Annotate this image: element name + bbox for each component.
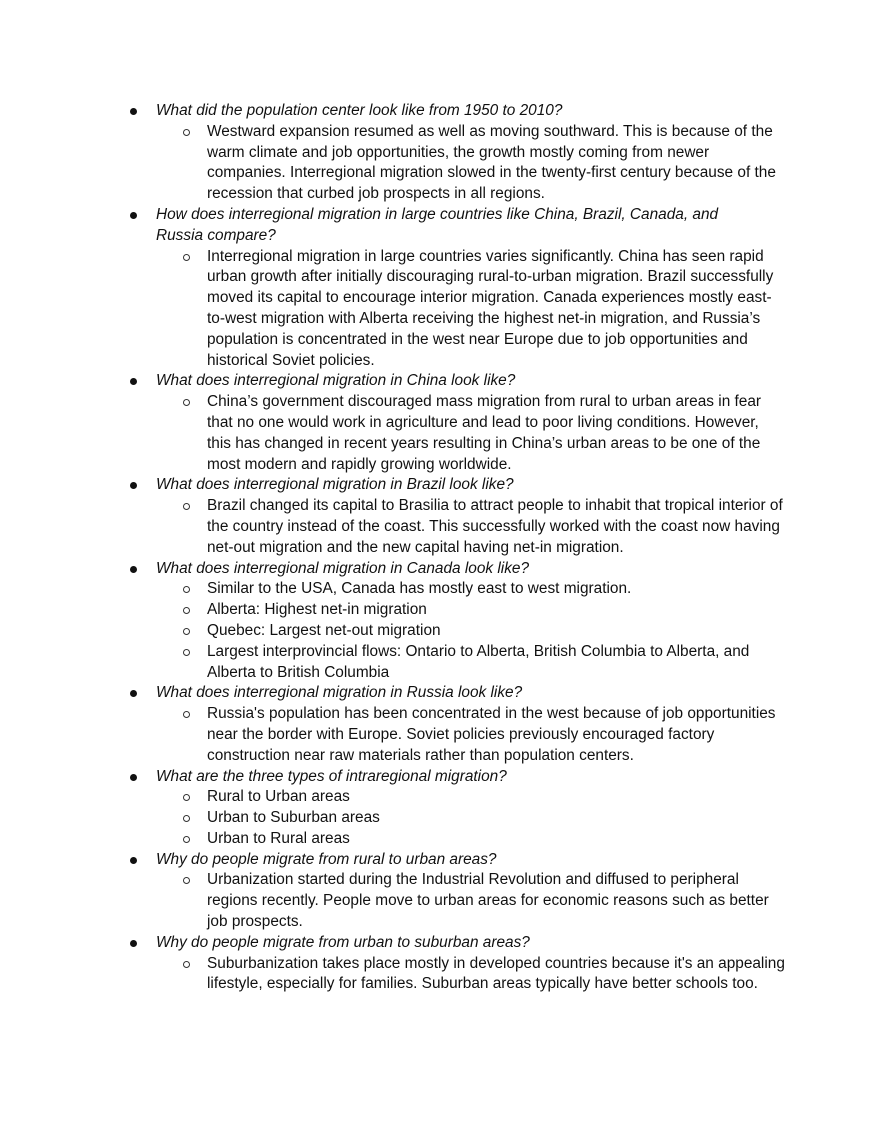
answer-list	[156, 954, 785, 996]
hollow-bullet-icon	[183, 254, 190, 261]
answer-text: Similar to the USA, Canada has mostly east to west migration.	[207, 580, 632, 598]
hollow-bullet-icon	[183, 129, 190, 136]
answer-text: Urban to Suburban areas	[207, 809, 380, 827]
hollow-bullet-icon	[183, 711, 190, 718]
answer-text: Russia's population has been concentrated in the west because of job opportunities near the border with Europe. Soviet policies previously encouraged factory construction near raw materials rather than population centers.	[207, 705, 776, 764]
answer-item	[0, 621, 787, 642]
filled-bullet-icon	[130, 690, 137, 697]
hollow-bullet-icon	[183, 628, 190, 635]
answer-item	[0, 704, 787, 766]
hollow-bullet-icon	[183, 503, 190, 510]
question-text: What does interregional migration in Brazil look like?	[156, 476, 514, 494]
question-item-intraregional-types	[0, 767, 880, 850]
question-text: What are the three types of intraregional migration?	[156, 767, 507, 785]
document-page	[0, 101, 880, 995]
answer-text: China’s government discouraged mass migration from rural to urban areas in fear that no one would work in agriculture and lead to poor living conditions. However, this has changed in recent years resulting in China’s urban areas to be one of the most modern and rapidly growing worldwide.	[207, 393, 762, 473]
answer-list	[156, 392, 780, 475]
answer-item	[0, 870, 787, 932]
question-item-canada	[0, 559, 880, 684]
filled-bullet-icon	[130, 774, 137, 781]
answer-text: Westward expansion resumed as well as moving southward. This is because of the warm climate and job opportunities, the growth mostly coming from newer companies. Interregional migration slowed in the twenty-first century because of the recession that curbed job prospects in all regions.	[207, 122, 776, 203]
question-item-rural-to-urban	[0, 850, 880, 933]
hollow-bullet-icon	[183, 815, 190, 822]
answer-item	[0, 579, 787, 600]
answer-text: Alberta: Highest net-in migration	[207, 601, 427, 619]
question-text: Why do people migrate from urban to suburban areas?	[156, 933, 530, 951]
answer-item	[0, 954, 787, 996]
hollow-bullet-icon	[183, 607, 190, 614]
question-text: How does interregional migration in large countries like China, Brazil, Canada, and Russia compare?	[156, 205, 719, 244]
answer-list	[156, 496, 783, 558]
question-item-urban-to-suburban	[0, 933, 880, 995]
filled-bullet-icon	[130, 378, 137, 385]
answer-item	[0, 247, 787, 372]
filled-bullet-icon	[130, 482, 137, 489]
question-text: Why do people migrate from rural to urban areas?	[156, 850, 497, 868]
question-item-brazil	[0, 475, 880, 558]
question-item-large-countries	[0, 205, 880, 371]
hollow-bullet-icon	[183, 649, 190, 656]
hollow-bullet-icon	[183, 794, 190, 801]
filled-bullet-icon	[130, 940, 137, 947]
answer-list	[156, 122, 780, 205]
answer-item	[0, 496, 787, 558]
question-item-russia	[0, 683, 880, 766]
filled-bullet-icon	[130, 566, 137, 573]
filled-bullet-icon	[130, 108, 137, 115]
answer-text: Suburbanization takes place mostly in developed countries because it's an appealing lifestyle, especially for families. Suburban areas typically have better schools too.	[207, 954, 785, 993]
answer-item	[0, 122, 787, 205]
answer-text: Quebec: Largest net-out migration	[207, 621, 441, 639]
question-item-population-center	[0, 101, 880, 205]
answer-list	[156, 870, 780, 932]
answer-text: Urban to Rural areas	[207, 829, 350, 847]
question-text: What does interregional migration in Canada look like?	[156, 559, 530, 577]
answer-text: Interregional migration in large countries varies significantly. China has seen rapid urban growth after initially discouraging rural-to-urban migration. Brazil successfully moved its capital to encourage interior migration. Canada experiences mostly east-to-west migration with Alberta receiving the highest net-in migration, and Russia’s population is concentrated in the west near Europe due to job opportunities and historical Soviet policies.	[207, 247, 774, 369]
hollow-bullet-icon	[183, 961, 190, 968]
hollow-bullet-icon	[183, 399, 190, 406]
answer-text: Largest interprovincial flows: Ontario to Alberta, British Columbia to Alberta, and Alberta to British Columbia	[207, 642, 750, 681]
answer-text: Brazil changed its capital to Brasilia to attract people to inhabit that tropical interior of the country instead of the coast. This successfully worked with the coast now having net-out migration and the new capital having net-in migration.	[207, 497, 783, 556]
answer-text: Urbanization started during the Industrial Revolution and diffused to peripheral regions recently. People move to urban areas for economic reasons such as better job prospects.	[207, 871, 769, 931]
answer-item	[0, 642, 787, 684]
answer-list	[156, 787, 780, 849]
question-list	[0, 101, 880, 995]
answer-text: Rural to Urban areas	[207, 788, 350, 806]
answer-item	[0, 392, 787, 475]
hollow-bullet-icon	[183, 836, 190, 843]
answer-item	[0, 600, 787, 621]
answer-list	[156, 247, 780, 372]
answer-item	[0, 787, 787, 808]
answer-list	[156, 704, 780, 766]
hollow-bullet-icon	[183, 877, 190, 884]
answer-item	[0, 808, 787, 829]
answer-list	[156, 579, 780, 683]
filled-bullet-icon	[130, 857, 137, 864]
question-text: What does interregional migration in China look like?	[156, 372, 516, 390]
filled-bullet-icon	[130, 212, 137, 219]
question-text: What did the population center look like from 1950 to 2010?	[156, 102, 563, 119]
answer-item	[0, 829, 787, 850]
question-text: What does interregional migration in Russia look like?	[156, 684, 523, 702]
question-item-china	[0, 371, 880, 475]
hollow-bullet-icon	[183, 586, 190, 593]
